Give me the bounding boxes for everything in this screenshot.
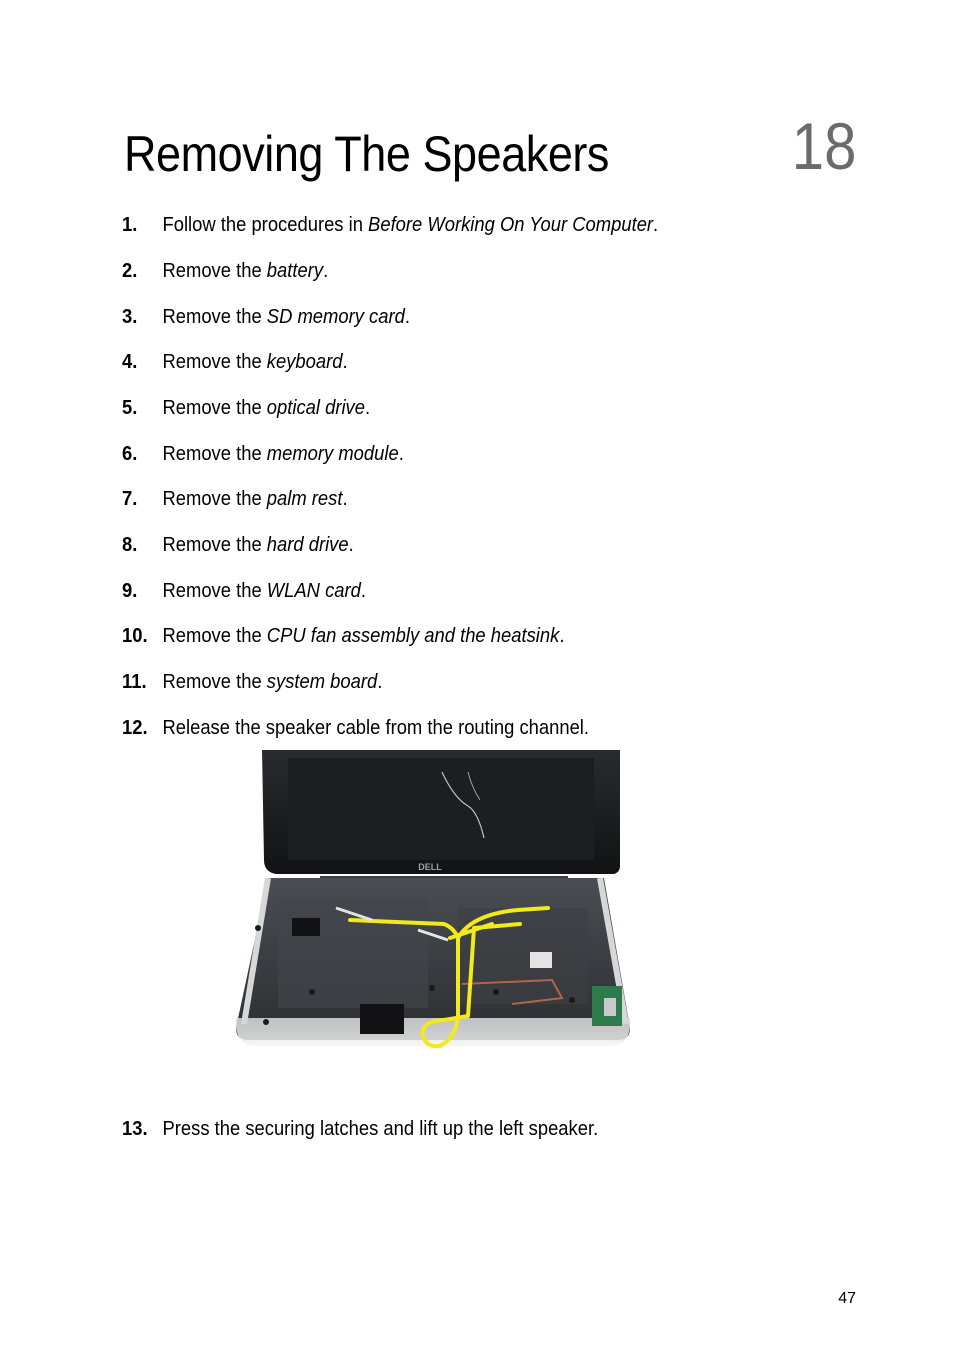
page-number: 47 bbox=[838, 1290, 856, 1307]
step-text: Follow the procedures in bbox=[162, 214, 369, 236]
step-link[interactable]: palm rest bbox=[266, 488, 343, 510]
step-link[interactable]: Before Working On Your Computer bbox=[368, 214, 654, 236]
step-link[interactable]: CPU fan assembly and the heatsink bbox=[266, 625, 560, 647]
display-panel bbox=[288, 758, 594, 860]
chapter-title: Removing The Speakers bbox=[124, 126, 609, 182]
step-item bbox=[122, 392, 370, 424]
step-end: . bbox=[559, 625, 565, 647]
step-end: . bbox=[364, 397, 371, 419]
step-number: 12. bbox=[122, 717, 148, 739]
step-end: . bbox=[342, 351, 348, 373]
chapter-number: 18 bbox=[791, 109, 856, 183]
step-number: 5. bbox=[122, 397, 138, 419]
step-item bbox=[122, 529, 354, 561]
step-number: 6. bbox=[122, 443, 138, 465]
step-number: 10. bbox=[122, 625, 148, 647]
step-number: 8. bbox=[122, 534, 138, 556]
step-text: Remove the bbox=[162, 534, 267, 556]
step-link[interactable]: hard drive bbox=[266, 534, 349, 556]
step-end: . bbox=[342, 488, 348, 510]
step-text: Release the speaker cable from the routing channel. bbox=[162, 717, 590, 739]
black-pad bbox=[292, 918, 320, 936]
laptop-illustration bbox=[232, 748, 632, 1048]
dell-logo: DELL bbox=[418, 862, 442, 872]
step-number: 3. bbox=[122, 306, 138, 328]
step-text: Remove the bbox=[162, 671, 267, 693]
step-end: . bbox=[323, 260, 329, 282]
step-text: Press the securing latches and lift up the left speaker. bbox=[162, 1118, 599, 1140]
step-item bbox=[122, 666, 382, 698]
step-end: . bbox=[360, 580, 366, 602]
step-item bbox=[122, 209, 658, 241]
step-text: Remove the bbox=[162, 625, 267, 647]
step-item bbox=[122, 346, 348, 378]
step-number: 9. bbox=[122, 580, 138, 602]
step-link[interactable]: system board bbox=[266, 671, 378, 693]
step-item bbox=[122, 575, 366, 607]
speaker-cable-photo bbox=[232, 748, 632, 1048]
step-link[interactable]: keyboard bbox=[266, 351, 343, 373]
black-pad-2 bbox=[360, 1004, 404, 1034]
step-link[interactable]: SD memory card bbox=[266, 306, 405, 328]
step-text: Remove the bbox=[162, 306, 267, 328]
label-sticker bbox=[530, 952, 552, 968]
step-end: . bbox=[377, 671, 383, 693]
step-item bbox=[122, 483, 348, 515]
step-link[interactable]: WLAN card bbox=[266, 580, 361, 602]
step-text: Remove the bbox=[162, 443, 267, 465]
step-item bbox=[122, 255, 328, 287]
step-item bbox=[122, 301, 410, 333]
step-end: . bbox=[404, 306, 410, 328]
step-text: Remove the bbox=[162, 488, 267, 510]
step-text: Remove the bbox=[162, 397, 267, 419]
step-link[interactable]: battery bbox=[266, 260, 324, 282]
step-end: . bbox=[348, 534, 354, 556]
step-link[interactable]: memory module bbox=[266, 443, 399, 465]
step-number: 1. bbox=[122, 214, 138, 236]
step-end: . bbox=[653, 214, 659, 236]
step-link[interactable]: optical drive bbox=[266, 397, 365, 419]
step-end: . bbox=[398, 443, 404, 465]
step-text: Remove the bbox=[162, 580, 267, 602]
step-number: 13. bbox=[122, 1118, 148, 1140]
step-item bbox=[122, 438, 404, 470]
step-text: Remove the bbox=[162, 351, 267, 373]
step-number: 4. bbox=[122, 351, 138, 373]
step-item bbox=[122, 620, 564, 652]
step-number: 7. bbox=[122, 488, 138, 510]
step-item bbox=[122, 712, 589, 744]
step-text: Remove the bbox=[162, 260, 267, 282]
step-number: 2. bbox=[122, 260, 138, 282]
step-item bbox=[122, 1113, 598, 1145]
step-number: 11. bbox=[122, 671, 147, 693]
